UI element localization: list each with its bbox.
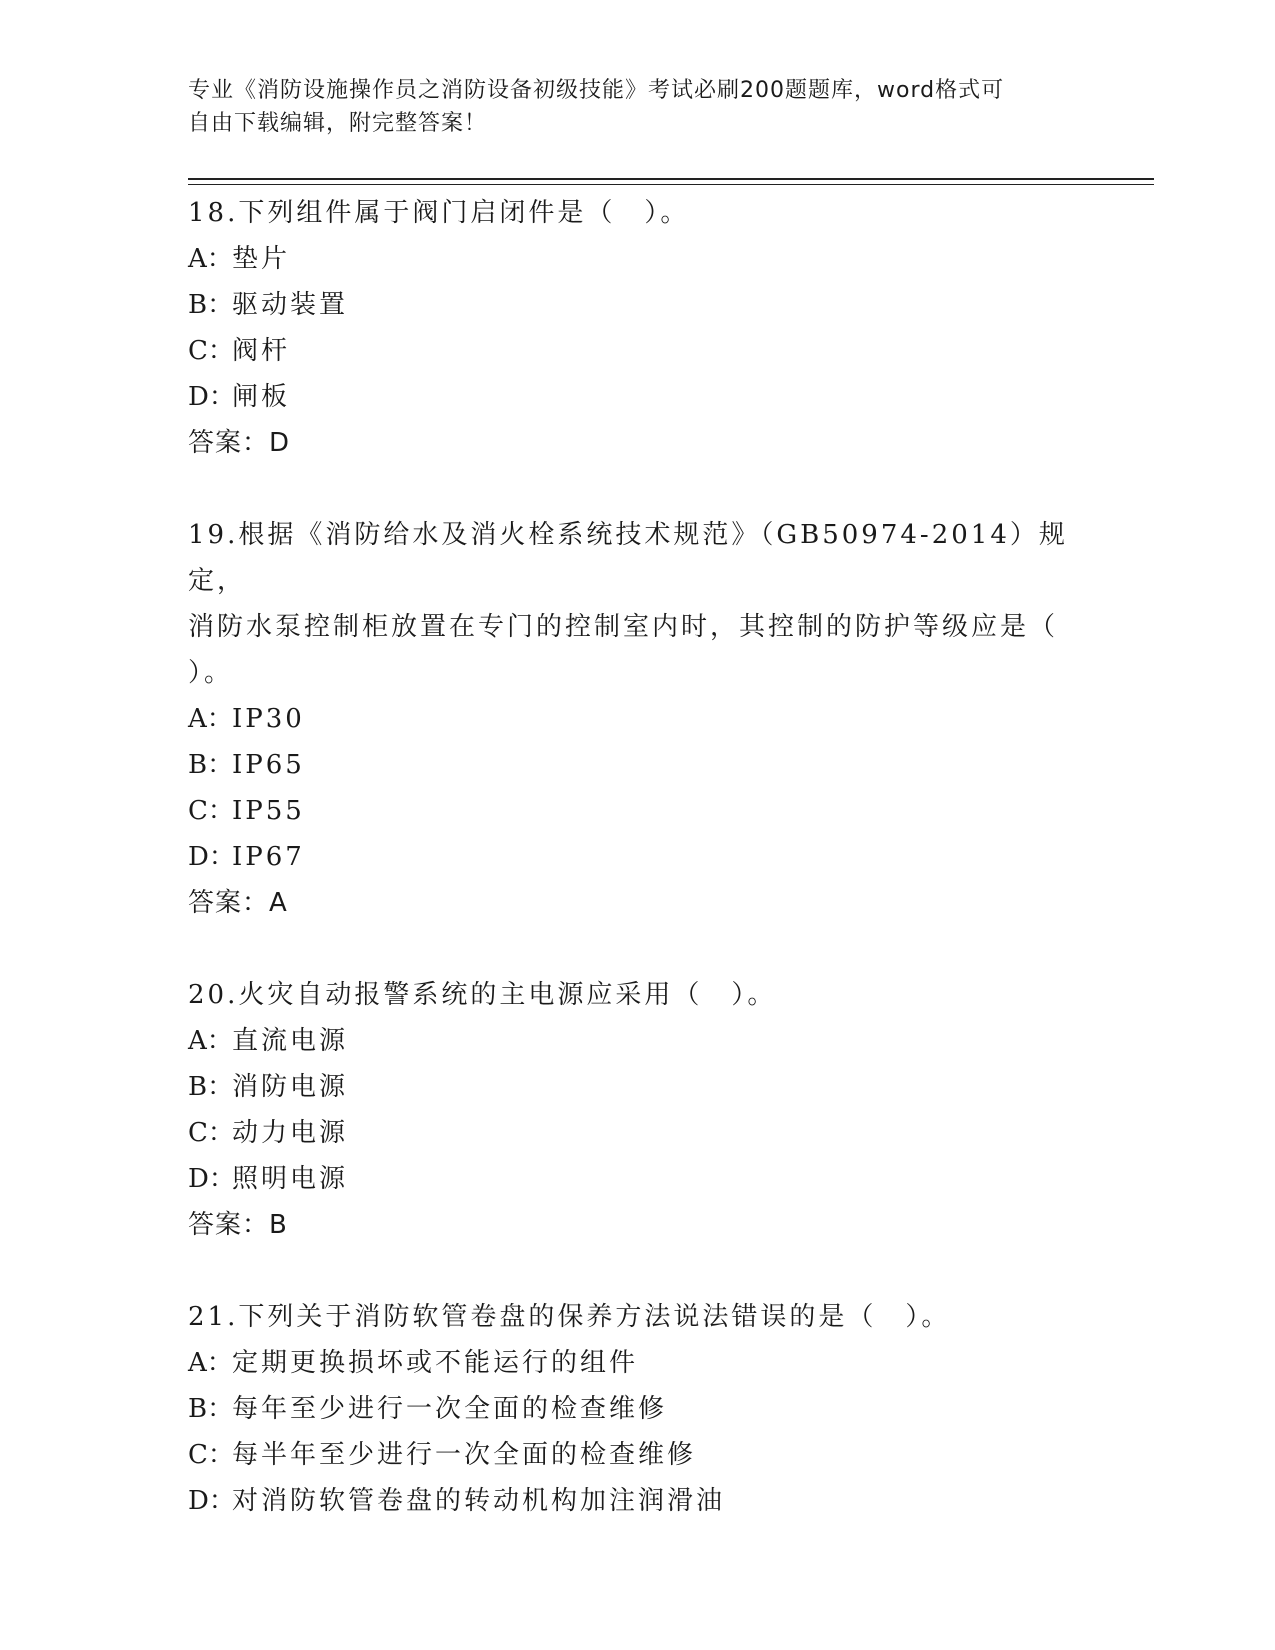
option-a: [188, 1340, 1068, 1386]
header-divider-thick: [188, 178, 1154, 180]
option-letter: A：: [188, 704, 233, 734]
question-19: [188, 512, 1068, 926]
option-letter: C：: [188, 796, 234, 826]
option-letter: A：: [188, 1026, 233, 1056]
option-text: 阀杆: [232, 336, 291, 366]
header-line-1: 专业《消防设施操作员之消防设备初级技能》考试必刷200题题库，word格式可: [188, 78, 1005, 103]
option-letter: B：: [188, 1394, 234, 1424]
option-text: 消防电源: [232, 1072, 349, 1102]
question-stem-line-2: 消防水泵控制柜放置在专门的控制室内时，其控制的防护等级应是（: [188, 612, 1059, 642]
document-header: [188, 74, 1068, 140]
question-stem-line-1: 19.根据《消防给水及消火栓系统技术规范》（GB50974-2014）规定，: [188, 520, 1068, 596]
option-text: 驱动装置: [232, 290, 349, 320]
option-letter: A：: [188, 244, 233, 274]
option-c: [188, 788, 1068, 834]
question-list: [188, 190, 1068, 1524]
option-text: 动力电源: [232, 1118, 349, 1148]
option-letter: B：: [188, 290, 234, 320]
header-divider-thin: [188, 184, 1154, 185]
option-text: 每年至少进行一次全面的检查维修: [232, 1394, 668, 1424]
option-letter: B：: [188, 750, 234, 780]
option-letter: D：: [188, 1486, 235, 1516]
spacer: [188, 1248, 1068, 1294]
option-c: [188, 328, 1068, 374]
question-18: [188, 190, 1068, 466]
option-text: 照明电源: [232, 1164, 349, 1194]
option-text: 每半年至少进行一次全面的检查维修: [232, 1440, 697, 1470]
question-stem: 18.下列组件属于阀门启闭件是（ ）。: [188, 198, 690, 228]
option-text: 直流电源: [232, 1026, 349, 1056]
option-letter: C：: [188, 1440, 234, 1470]
option-letter: B：: [188, 1072, 234, 1102]
option-a: [188, 696, 1068, 742]
question-stem-line-3: ）。: [188, 658, 234, 688]
option-letter: C：: [188, 1118, 234, 1148]
option-d: [188, 374, 1068, 420]
answer-line: 答案：A: [188, 888, 288, 918]
option-text: 垫片: [232, 244, 291, 274]
answer-line: 答案：D: [188, 428, 291, 458]
option-b: [188, 1386, 1068, 1432]
question-21: [188, 1294, 1068, 1524]
option-letter: D：: [188, 1164, 235, 1194]
option-text: IP30: [232, 704, 305, 734]
spacer: [188, 466, 1068, 512]
question-stem: 21.下列关于消防软管卷盘的保养方法说法错误的是（ ）。: [188, 1302, 951, 1332]
option-text: IP67: [232, 842, 305, 872]
option-c: [188, 1432, 1068, 1478]
option-letter: C：: [188, 336, 234, 366]
question-stem: 20.火灾自动报警系统的主电源应采用（ ）。: [188, 980, 777, 1010]
question-20: [188, 972, 1068, 1248]
option-d: [188, 834, 1068, 880]
header-line-2: 自由下载编辑，附完整答案！: [188, 111, 488, 136]
answer-line: 答案：B: [188, 1210, 288, 1240]
option-text: 定期更换损坏或不能运行的组件: [232, 1348, 639, 1378]
option-b: [188, 282, 1068, 328]
option-text: 闸板: [232, 382, 291, 412]
option-b: [188, 742, 1068, 788]
option-text: IP65: [232, 750, 305, 780]
option-letter: D：: [188, 382, 235, 412]
spacer: [188, 926, 1068, 972]
option-text: IP55: [232, 796, 305, 826]
option-b: [188, 1064, 1068, 1110]
option-letter: D：: [188, 842, 235, 872]
option-a: [188, 236, 1068, 282]
option-text: 对消防软管卷盘的转动机构加注润滑油: [232, 1486, 726, 1516]
option-d: [188, 1478, 1068, 1524]
option-letter: A：: [188, 1348, 233, 1378]
option-c: [188, 1110, 1068, 1156]
option-a: [188, 1018, 1068, 1064]
option-d: [188, 1156, 1068, 1202]
